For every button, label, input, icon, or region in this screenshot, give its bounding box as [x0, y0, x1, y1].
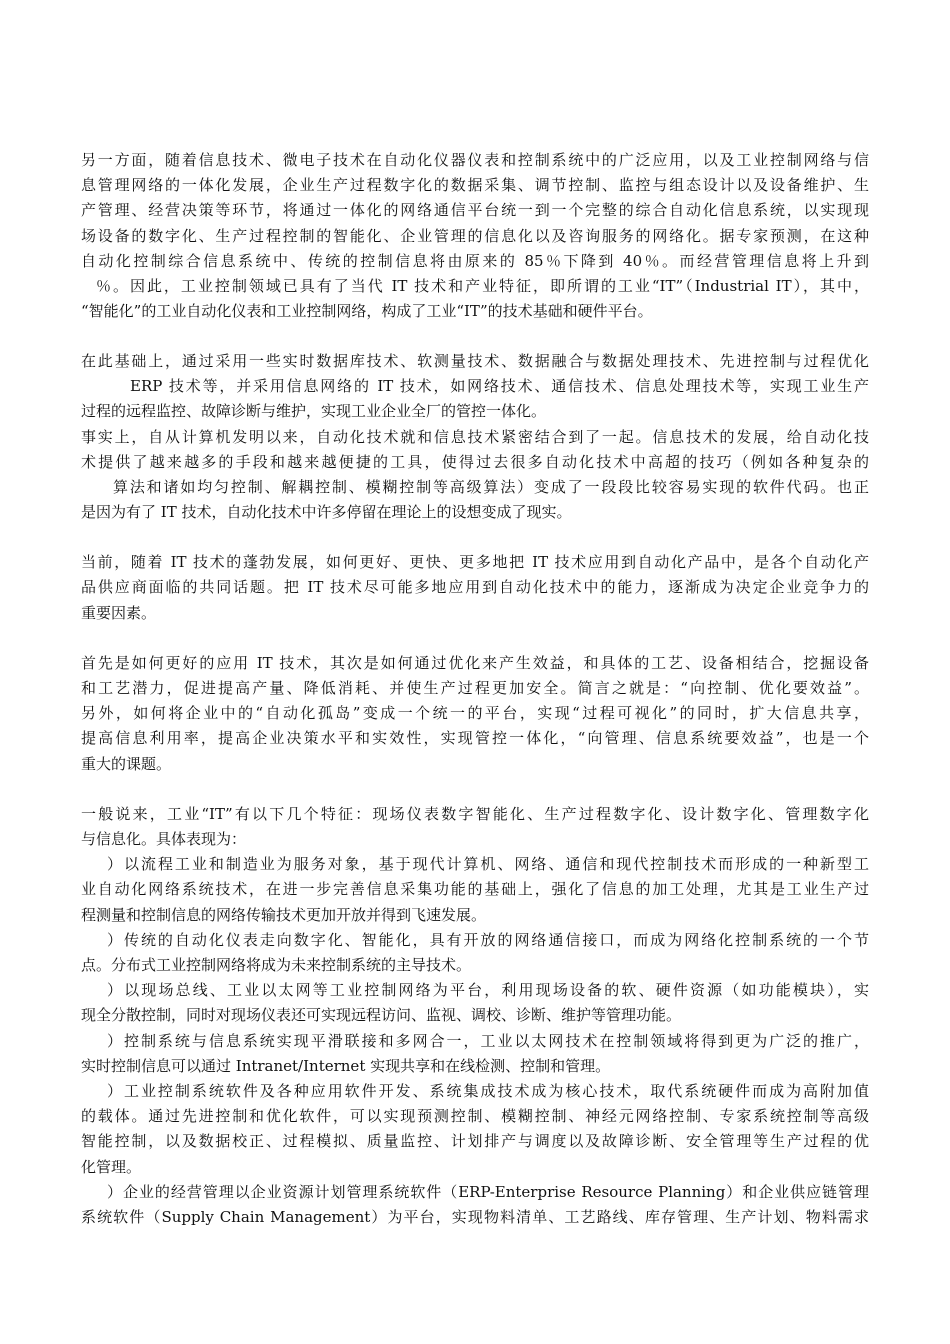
text-line: 程测量和控制信息的网络传输技术更加开放并得到飞速发展。 — [81, 906, 487, 924]
text-line: 和工艺潜力，促进提高产量、降低消耗、并使生产过程更加安全。简言之就是：“向控制、优化要效益”。 — [81, 679, 869, 697]
text-line: 系统软件（Supply Chain Management）为平台，实现物料清单、工艺路线、库存管理、生产计划、物料需求 — [81, 1208, 869, 1226]
text-line: 算法和诸如均匀控制、解耦控制、模糊控制等高级算法）变成了一段段比较容易实现的软件代码。也正 — [113, 478, 869, 496]
list-item-line: ）控制系统与信息系统实现平滑联接和多网合一，工业以太网技术在控制领域将得到更为广泛的推广， — [107, 1032, 869, 1050]
list-item-line: ）企业的经营管理以企业资源计划管理系统软件（ERP-Enterprise Resource Planning）和企业供应链管理 — [107, 1183, 869, 1201]
text-line: 现全分散控制，同时对现场仪表还可实现远程访问、监视、调校、诊断、维护等管理功能。 — [81, 1006, 682, 1024]
text-line: ％。因此，工业控制领域已具有了当代 IT 技术和产业特征，即所谓的工业“IT”（Industrial IT），其中， — [96, 277, 869, 295]
text-line: 另外，如何将企业中的“自动化孤岛”变成一个统一的平台，实现“过程可视化”的同时，扩大信息共享， — [81, 704, 869, 722]
list-item-line: ）以现场总线、工业以太网等工业控制网络为平台，利用现场设备的软、硬件资源（如功能模块），实 — [107, 981, 869, 999]
text-line: 提高信息利用率，提高企业决策水平和实效性，实现管控一体化，“向管理、信息系统要效益”，也是一个 — [81, 729, 869, 747]
text-line: 一般说来，工业“IT”有以下几个特征：现场仪表数字智能化、生产过程数字化、设计数字化、管理数字化 — [81, 805, 869, 823]
text-line: 产管理、经营决策等环节，将通过一体化的网络通信平台统一到一个完整的综合自动化信息系统，以实现现 — [81, 201, 869, 219]
list-item-line: ）工业控制系统软件及各种应用软件开发、系统集成技术成为核心技术，取代系统硬件而成为高附加值 — [107, 1082, 869, 1100]
text-line: 重大的课题。 — [81, 755, 172, 773]
text-line: 事实上，自从计算机发明以来，自动化技术就和信息技术紧密结合到了一起。信息技术的发展，给自动化技 — [81, 428, 869, 446]
list-item-line: ）传统的自动化仪表走向数字化、智能化，具有开放的网络通信接口，而成为网络化控制系统的一个节 — [107, 931, 869, 949]
text-line: 息管理网络的一体化发展，企业生产过程数字化的数据采集、调节控制、监控与组态设计以及设备维护、生 — [81, 176, 869, 194]
text-line: 场设备的数字化、生产过程控制的智能化、企业管理的信息化以及咨询服务的网络化。据专家预测，在这种 — [81, 227, 869, 245]
text-line: 术提供了越来越多的手段和越来越便捷的工具，使得过去很多自动化技术中高超的技巧（例如各种复杂的 — [81, 453, 869, 471]
text-line: 当前，随着 IT 技术的蓬勃发展，如何更好、更快、更多地把 IT 技术应用到自动化产品中，是各个自动化产 — [81, 553, 869, 571]
text-line: 化管理。 — [81, 1158, 142, 1176]
text-line: ERP 技术等，并采用信息网络的 IT 技术，如网络技术、通信技术、信息处理技术等，实现工业生产 — [130, 377, 869, 395]
text-line: 在此基础上，通过采用一些实时数据库技术、软测量技术、数据融合与数据处理技术、先进控制与过程优化 — [81, 352, 869, 370]
text-line: “智能化”的工业自动化仪表和工业控制网络，构成了工业“IT”的技术基础和硬件平台。 — [81, 302, 653, 320]
text-line: 另一方面，随着信息技术、微电子技术在自动化仪器仪表和控制系统中的广泛应用，以及工业控制网络与信 — [81, 151, 869, 169]
text-line: 是因为有了 IT 技术，自动化技术中许多停留在理论上的设想变成了现实。 — [81, 503, 572, 521]
text-line: 点。分布式工业控制网络将成为未来控制系统的主导技术。 — [81, 956, 472, 974]
text-line: 业自动化网络系统技术，在进一步完善信息采集功能的基础上，强化了信息的加工处理，尤其是工业生产过 — [81, 880, 869, 898]
text-line: 重要因素。 — [81, 604, 157, 622]
text-line: 实时控制信息可以通过 Intranet/Internet 实现共享和在线检测、控制和管理。 — [81, 1057, 611, 1075]
text-line: 过程的远程监控、故障诊断与维护，实现工业企业全厂的管控一体化。 — [81, 402, 547, 420]
text-line: 智能控制，以及数据校正、过程模拟、质量监控、计划排产与调度以及故障诊断、安全管理等生产过程的优 — [81, 1132, 869, 1150]
text-line: 首先是如何更好的应用 IT 技术，其次是如何通过优化来产生效益，和具体的工艺、设备相结合，挖掘设备 — [81, 654, 869, 672]
text-line: 自动化控制综合信息系统中、传统的控制信息将由原来的 85％下降到 40％。而经营管理信息将上升到 — [81, 252, 869, 270]
list-item-line: ）以流程工业和制造业为服务对象，基于现代计算机、网络、通信和现代控制技术而形成的一种新型工 — [107, 855, 869, 873]
text-line: 的载体。通过先进控制和优化软件，可以实现预测控制、模糊控制、神经元网络控制、专家系统控制等高级 — [81, 1107, 869, 1125]
text-line: 与信息化。具体表现为： — [81, 830, 247, 848]
text-line: 品供应商面临的共同话题。把 IT 技术尽可能多地应用到自动化技术中的能力，逐渐成为决定企业竞争力的 — [81, 578, 869, 596]
